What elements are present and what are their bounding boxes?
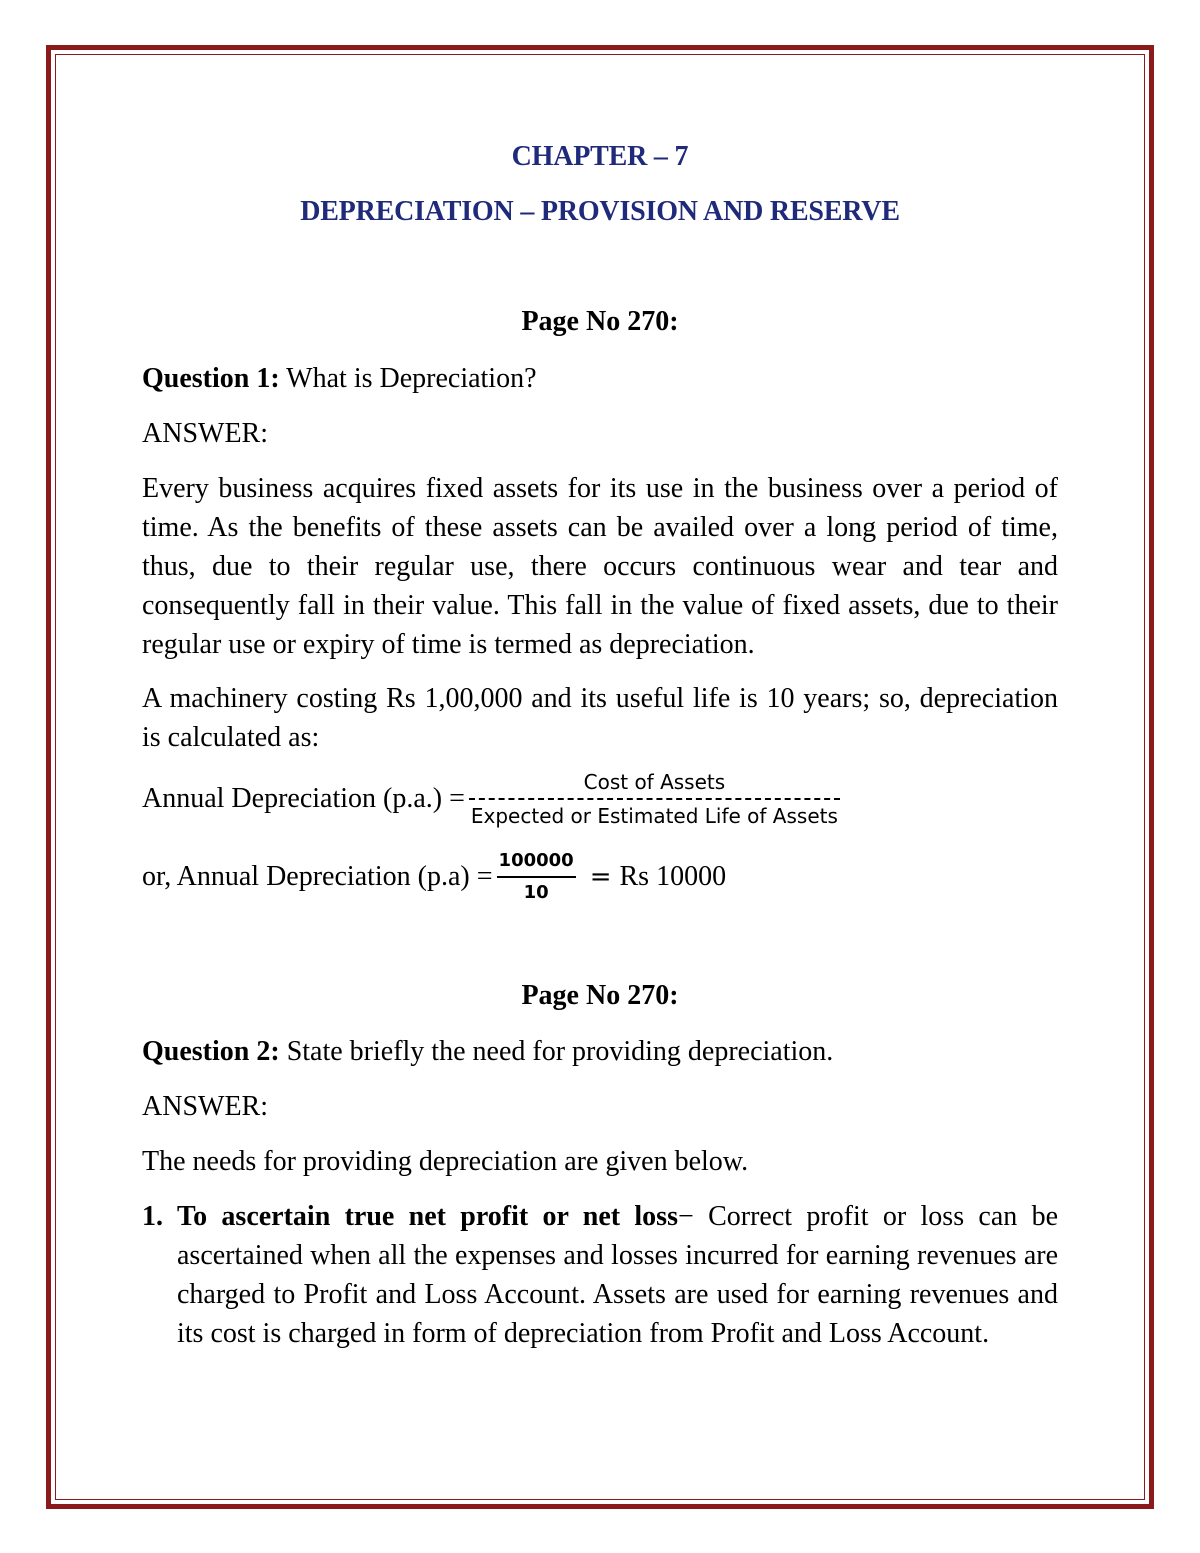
q2-question [142,1032,1058,1071]
q2-question-label: Question 2: [142,1036,280,1067]
q1-answer-paragraph-1: Every business acquires fixed assets for its use in the business over a period of time. As the benefits of these assets can be availed over a long period of time, thus, due to their regular use, there occurs continuous wear and tear and consequently fall in their value. This fall in the value of fixed assets, due to their regular use or expiry of time is termed as depreciation. [142,473,1058,660]
formula-1-numerator: Cost of Assets [583,770,726,794]
q1-question [142,359,1058,398]
q2-answer-label: ANSWER: [142,1091,268,1122]
formula-annual-depreciation-example [142,850,726,904]
q2-answer-intro: The needs for providing depreciation are given below. [142,1146,749,1177]
q2-question-text: State briefly the need for providing depreciation. [279,1036,834,1067]
formula-1-fraction [469,770,840,828]
formula-2-equals: = [589,862,612,892]
formula-annual-depreciation [142,770,846,828]
formula-1-fraction-bar [469,798,840,800]
q2-page-number: Page No 270: [521,980,679,1011]
formula-1-denominator: Expected or Estimated Life of Assets [470,804,838,828]
q1-question-label: Question 1: [142,363,280,394]
q1-question-text: What is Depreciation? [279,363,537,394]
list-item-title: To ascertain true net profit or net loss [177,1201,678,1232]
formula-2-result: Rs 10000 [619,861,727,892]
formula-2-numerator: 100000 [498,850,574,871]
formula-2-denominator: 10 [523,882,549,903]
formula-1-lhs: Annual Depreciation (p.a.) = [142,783,465,814]
list-item-number: 1. [142,1201,163,1232]
list-item-body [177,1197,1058,1353]
q1-answer-label: ANSWER: [142,418,268,449]
formula-2-fraction-bar [497,876,576,878]
q1-page-number: Page No 270: [521,306,679,337]
formula-2-lhs: or, Annual Depreciation (p.a) = [142,861,493,892]
list-item [142,1197,1058,1353]
formula-2-fraction [497,850,576,904]
chapter-title: DEPRECIATION – PROVISION AND RESERVE [300,196,900,227]
chapter-heading: CHAPTER – 7 [511,141,689,172]
q1-answer-paragraph-2: A machinery costing Rs 1,00,000 and its useful life is 10 years; so, depreciation is calculated as: [142,683,1058,753]
list-item-text: − Correct profit or loss can be ascertained when all the expenses and losses incurred for earning revenues are charged to Profit and Loss Account. Assets are used for earning revenues and its cost is charged in form of depreciation from Profit and Loss Account. [177,1201,1059,1349]
